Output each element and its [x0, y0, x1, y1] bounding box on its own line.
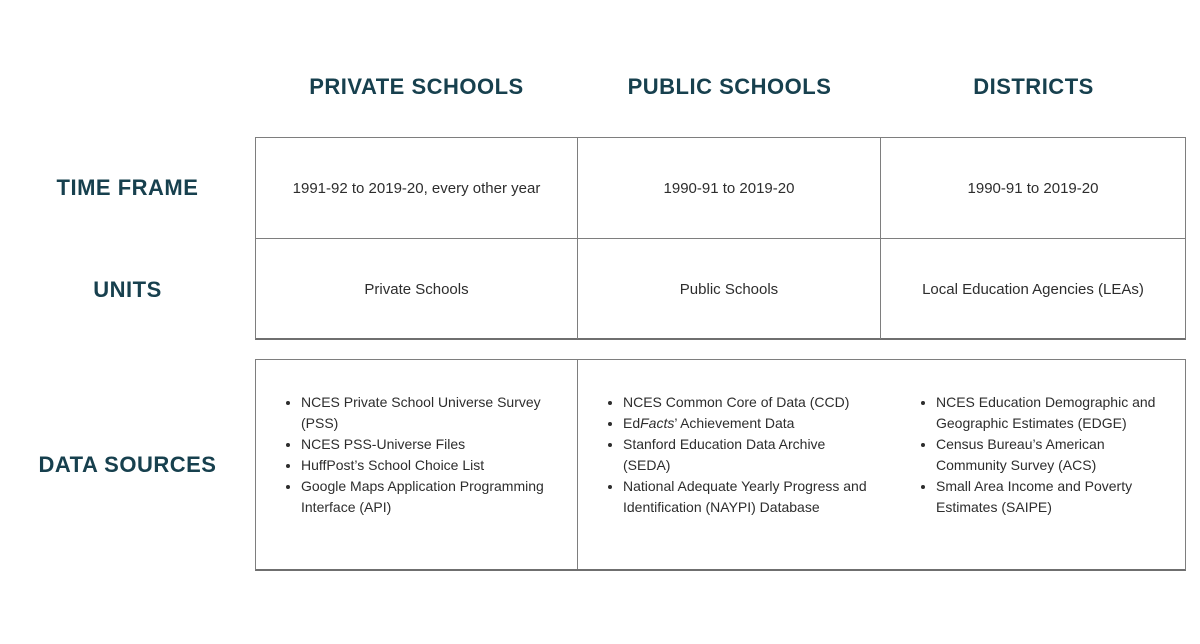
column-headers — [255, 70, 1186, 104]
data-sources-districts-list — [919, 392, 1173, 518]
data-source-item: • National Adequate Yearly Progress and Identification (NAYPI) Database — [623, 476, 869, 518]
data-sources-table — [255, 359, 1186, 571]
units-public-schools-cell: Public Schools — [578, 239, 881, 339]
time-frame-private-schools-cell: 1991-92 to 2019-20, every other year — [256, 138, 578, 239]
data-source-item: • HuffPost’s School Choice List — [301, 455, 565, 476]
row-label-data-sources: DATA SOURCES — [38, 452, 217, 477]
data-source-item: • NCES PSS-Universe Files — [301, 434, 565, 455]
data-sources-districts-cell — [881, 360, 1185, 569]
data-sources-public-schools-list — [606, 392, 869, 518]
data-sources-private-schools-list — [284, 392, 565, 518]
units-districts-cell: Local Education Agencies (LEAs) — [922, 280, 1144, 298]
data-source-item: • NCES Common Core of Data (CCD) — [623, 392, 869, 413]
row-label-units: UNITS — [93, 276, 162, 302]
time-frame-units-table — [255, 137, 1186, 340]
column-header-public-schools: PUBLIC SCHOOLS — [627, 74, 832, 99]
data-source-item: • Census Bureau’s American Community Survey (ACS) — [936, 434, 1173, 476]
row-label-time-frame: TIME FRAME — [56, 175, 199, 200]
data-source-item: • Stanford Education Data Archive (SEDA) — [623, 434, 869, 476]
time-frame-districts-cell: 1990-91 to 2019-20 — [881, 138, 1185, 239]
data-source-item: • EdFacts’ Achievement Data — [623, 413, 869, 434]
time-frame-public-schools-cell: 1990-91 to 2019-20 — [578, 138, 881, 239]
data-source-item: • NCES Education Demographic and Geographic Estimates (EDGE) — [936, 392, 1173, 434]
data-source-item: • Small Area Income and Poverty Estimates (SAIPE) — [936, 476, 1173, 518]
data-source-item: • Google Maps Application Programming Interface (API) — [301, 476, 565, 518]
data-sources-public-schools-cell — [578, 360, 881, 569]
column-header-private-schools: PRIVATE SCHOOLS — [309, 74, 524, 99]
data-source-item: • NCES Private School Universe Survey (PSS) — [301, 392, 565, 434]
data-sources-private-schools-cell — [256, 360, 578, 569]
column-header-districts: DISTRICTS — [973, 74, 1094, 99]
units-private-schools-cell: Private Schools — [256, 239, 578, 339]
